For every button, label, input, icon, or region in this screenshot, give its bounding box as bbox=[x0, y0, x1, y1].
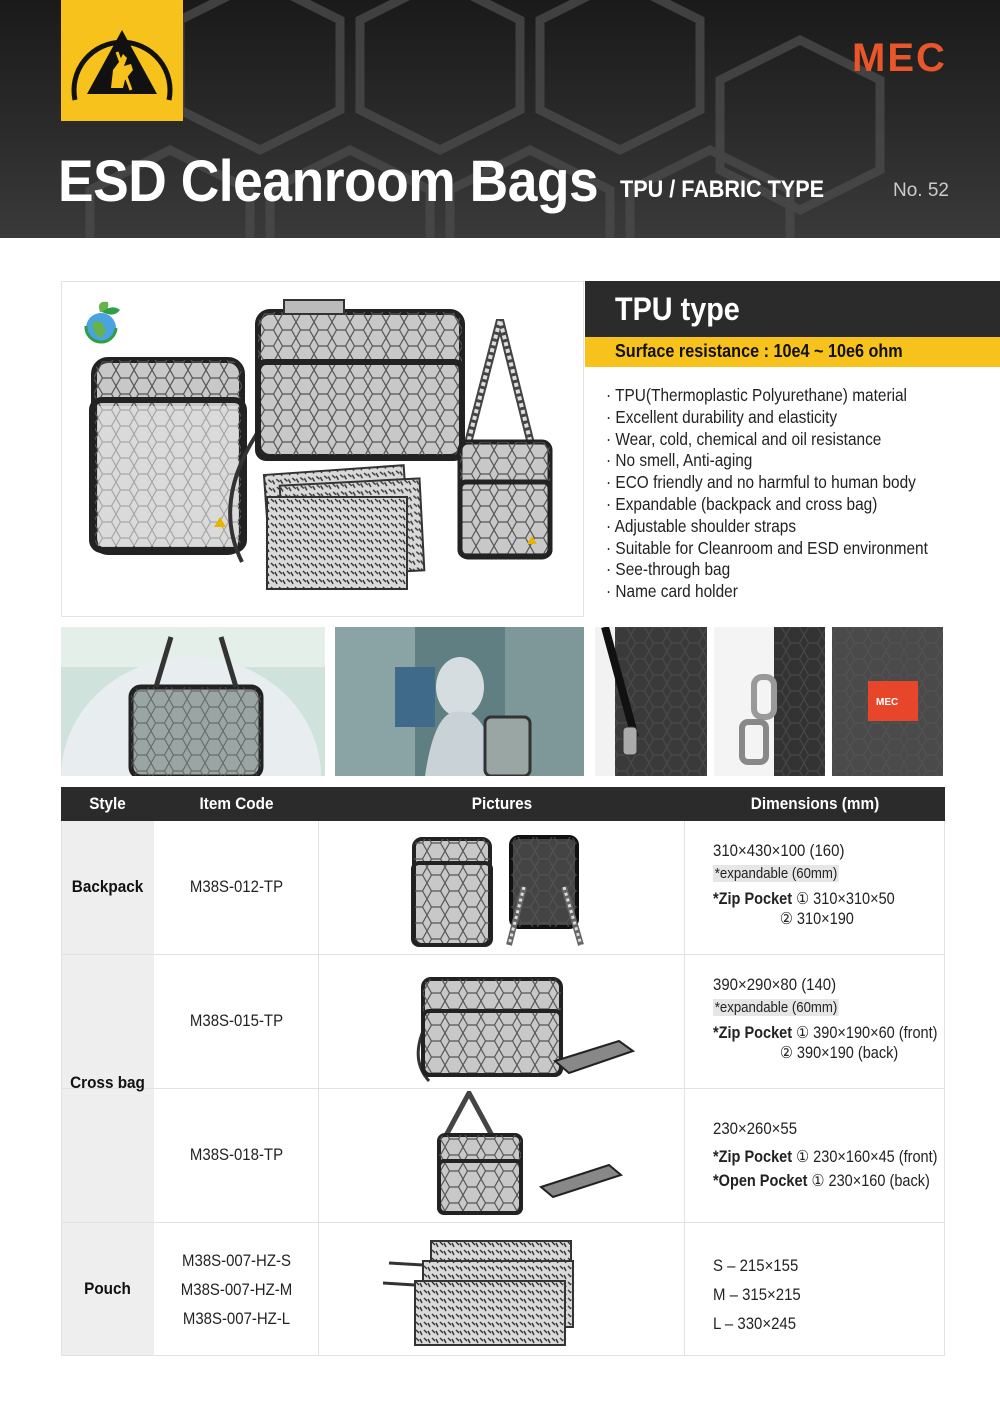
header-item-code: Item Code bbox=[199, 794, 274, 813]
item-codes bbox=[164, 1246, 309, 1333]
zip-pocket-label: *Zip Pocket bbox=[713, 1024, 793, 1042]
dimensions-crossbag bbox=[713, 975, 968, 1063]
feature-item: · Name card holder bbox=[606, 581, 949, 603]
feature-item: · TPU(Thermoplastic Polyurethane) material bbox=[606, 385, 949, 407]
open-pocket-label: *Open Pocket bbox=[713, 1172, 808, 1190]
pouch-size-s: S – 215×155 bbox=[713, 1256, 799, 1275]
eco-globe-icon bbox=[76, 298, 126, 348]
dimensions-backpack bbox=[713, 841, 920, 929]
page-number: No. 52 bbox=[893, 180, 949, 201]
name-card-label: MEC bbox=[876, 697, 899, 708]
resistance-bar bbox=[585, 337, 1000, 367]
tpu-type-title: TPU type bbox=[615, 291, 740, 327]
photo-detail-zipper bbox=[595, 627, 707, 776]
photo-name-card-holder bbox=[832, 627, 943, 776]
zip-pocket-2: ② 310×190 bbox=[779, 910, 854, 928]
tpu-type-header bbox=[585, 281, 1000, 337]
backpack-picture bbox=[319, 827, 685, 951]
feature-item: · Excellent durability and elasticity bbox=[606, 407, 949, 429]
photo-cleanroom bbox=[335, 627, 584, 776]
feature-item: · Expandable (backpack and cross bag) bbox=[606, 494, 949, 516]
photo-backpack-worn bbox=[61, 627, 325, 776]
page-header bbox=[0, 0, 1000, 238]
item-code: M38S-007-HZ-L bbox=[182, 1309, 291, 1328]
table-row bbox=[61, 821, 945, 955]
item-code: M38S-018-TP bbox=[189, 1145, 284, 1164]
header-dimensions: Dimensions (mm) bbox=[750, 794, 880, 813]
item-code: M38S-007-HZ-M bbox=[180, 1280, 293, 1299]
dims-main: 230×260×55 bbox=[713, 1119, 798, 1138]
crossbag-picture bbox=[319, 961, 685, 1085]
feature-item: · Adjustable shoulder straps bbox=[606, 516, 949, 538]
photo-detail-buckle bbox=[714, 627, 825, 776]
item-code: M38S-007-HZ-S bbox=[182, 1251, 291, 1270]
bags-illustration bbox=[62, 282, 585, 618]
dims-main: 310×430×100 (160) bbox=[713, 841, 845, 860]
feature-item: · No smell, Anti-aging bbox=[606, 450, 949, 472]
header-style: Style bbox=[89, 794, 126, 813]
style-crossbag: Cross bag bbox=[70, 1073, 145, 1092]
table-header bbox=[61, 787, 945, 821]
table-row bbox=[61, 1089, 945, 1223]
zip-pocket-1: ① 310×310×50 bbox=[796, 890, 895, 908]
feature-item: · Wear, cold, chemical and oil resistance bbox=[606, 429, 949, 451]
dimensions-pouch bbox=[713, 1251, 813, 1338]
feature-item: · See-through bag bbox=[606, 559, 949, 581]
dimensions-small-crossbag bbox=[713, 1119, 968, 1191]
feature-list bbox=[606, 385, 996, 603]
header-pictures: Pictures bbox=[471, 794, 533, 813]
zip-pocket-2: ② 390×190 (back) bbox=[779, 1044, 899, 1062]
pouch-picture bbox=[319, 1233, 685, 1349]
dims-main: 390×290×80 (140) bbox=[713, 975, 837, 994]
zip-pocket-1: ① 230×160×45 (front) bbox=[796, 1148, 938, 1166]
dims-expandable: *expandable (60mm) bbox=[714, 865, 838, 882]
zip-pocket-1: ① 390×190×60 (front) bbox=[796, 1024, 938, 1042]
style-pouch: Pouch bbox=[84, 1279, 131, 1298]
dims-expandable: *expandable (60mm) bbox=[714, 999, 838, 1016]
small-crossbag-picture bbox=[319, 1091, 685, 1219]
brand-logo: MEC bbox=[852, 36, 947, 80]
page-subtitle: TPU / FABRIC TYPE bbox=[620, 176, 825, 203]
zip-pocket-label: *Zip Pocket bbox=[713, 890, 793, 908]
item-code: M38S-012-TP bbox=[189, 877, 284, 896]
item-code: M38S-015-TP bbox=[189, 1011, 284, 1030]
pouch-size-m: M – 315×215 bbox=[713, 1285, 801, 1304]
style-backpack: Backpack bbox=[71, 877, 144, 896]
product-hero-image bbox=[61, 281, 584, 617]
pouch-size-l: L – 330×245 bbox=[713, 1314, 797, 1333]
feature-item: · Suitable for Cleanroom and ESD environment bbox=[606, 538, 949, 560]
page-title: ESD Cleanroom Bags bbox=[58, 149, 599, 214]
esd-hand-icon bbox=[61, 0, 183, 121]
zip-pocket-label: *Zip Pocket bbox=[713, 1148, 793, 1166]
table-row bbox=[61, 955, 945, 1089]
open-pocket-1: ① 230×160 (back) bbox=[811, 1172, 930, 1190]
table-row bbox=[61, 1223, 945, 1356]
feature-item: · ECO friendly and no harmful to human body bbox=[606, 472, 949, 494]
esd-warning-badge bbox=[61, 0, 183, 121]
surface-resistance: Surface resistance : 10e4 ~ 10e6 ohm bbox=[615, 341, 903, 361]
